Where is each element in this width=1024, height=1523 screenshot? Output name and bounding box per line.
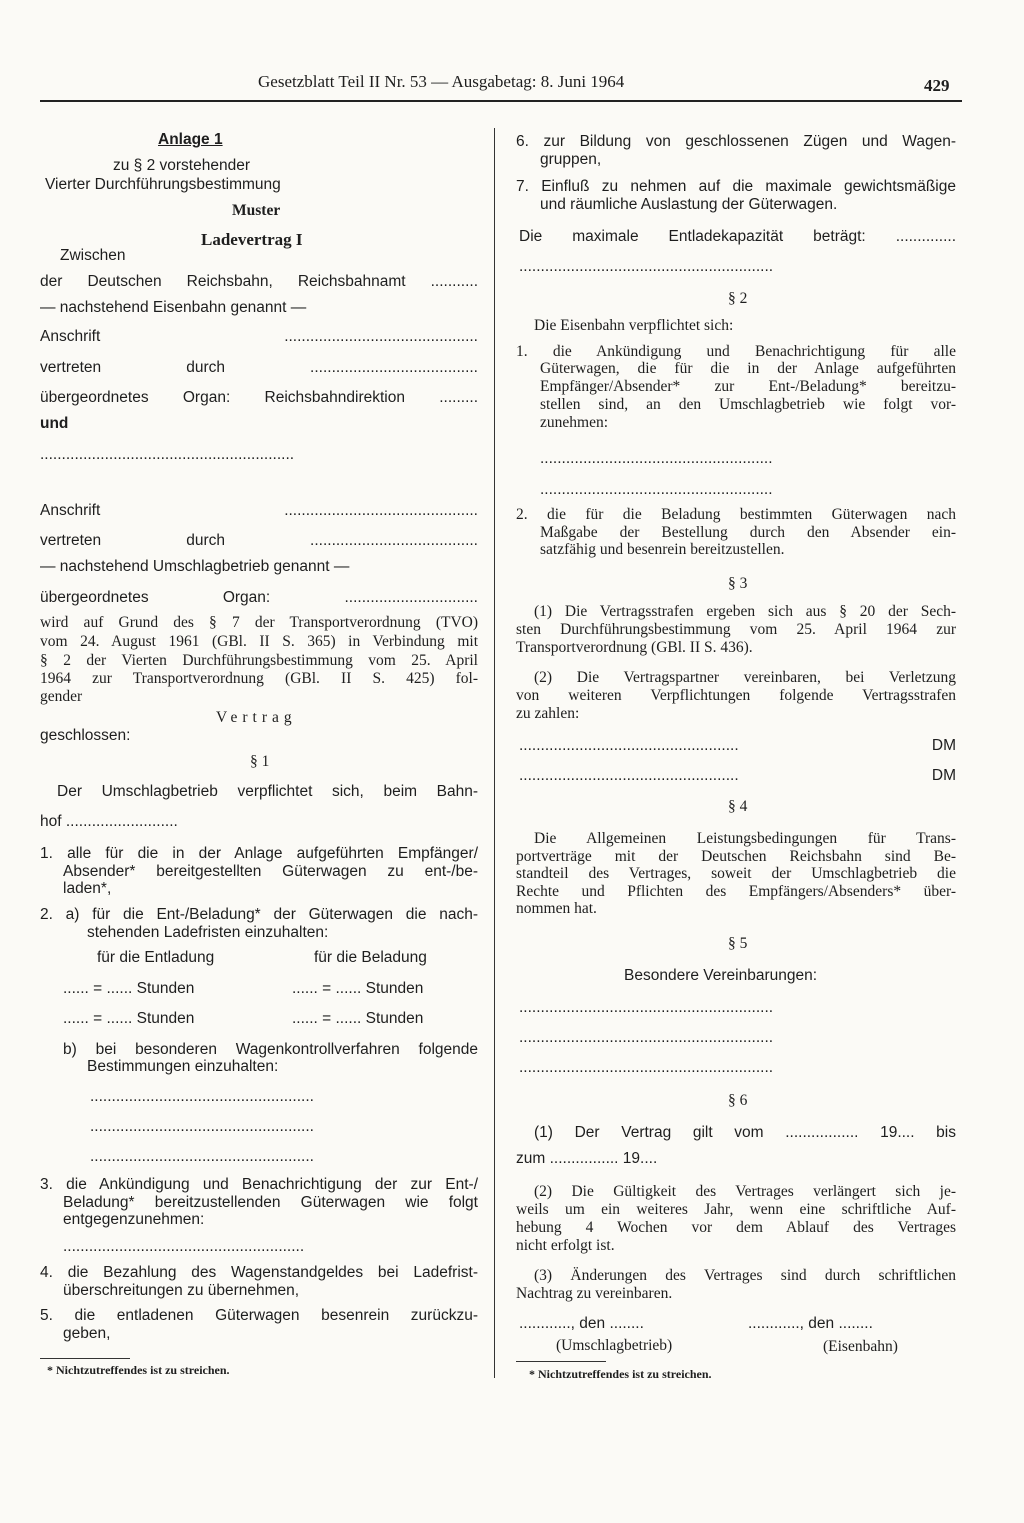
grund-line-5: gender: [40, 688, 83, 705]
section-6-heading: § 6: [728, 1092, 748, 1109]
p2-blank-2: ......................................................: [540, 481, 773, 498]
p6-3-line-2: Nachtrag zu vereinbaren.: [516, 1285, 673, 1302]
party1-line: der Deutschen Reichsbahn, Reichsbahnamt ...........: [40, 273, 478, 290]
grund-line-2: vom 24. August 1961 (GBl. II S. 365) in Verbindung mit: [40, 633, 478, 650]
p4-line-2: portverträge mit der Deutschen Reichsbahn sind Be-: [516, 848, 956, 865]
dm-line-1: ................................................... DM: [519, 737, 956, 754]
item-2a-line-1: 2. a) für die Ent-/Beladung* der Güterwagen die nach-: [40, 906, 478, 923]
header-rule: [40, 100, 962, 102]
section-2-heading: § 2: [728, 290, 748, 307]
p5-blank-3: ...........................................................: [519, 1059, 774, 1076]
item-1-line-3: laden*,: [63, 880, 112, 897]
zwischen-label: Zwischen: [60, 247, 126, 264]
grund-line-3: § 2 der Vierten Durchführungsbestimmung vom 25. April: [40, 652, 478, 669]
p6-1-line-2: zum ................ 19....: [516, 1150, 658, 1167]
beladung-label: für die Beladung: [314, 949, 427, 966]
max-blank: ...........................................................: [519, 258, 774, 275]
p4-line-4: Rechte und Pflichten des Empfängers/Absenders* über-: [516, 883, 956, 900]
besondere-vereinbarungen: Besondere Vereinbarungen:: [624, 967, 818, 984]
section-2-intro: Die Eisenbahn verpflichtet sich:: [534, 317, 734, 334]
item-4-line-2: überschreitungen zu übernehmen,: [63, 1282, 300, 1299]
item-2b-blank-3: ....................................................: [90, 1148, 314, 1165]
item-3-line-3: entgegenzunehmen:: [63, 1211, 205, 1228]
anlage-vierter: Vierter Durchführungsbestimmung: [45, 176, 281, 193]
p2-item-1-line-1: 1. die Ankündigung und Benachrichtigung für alle: [516, 343, 956, 360]
grund-line-1: wird auf Grund des § 7 der Transportverordnung (TVO): [40, 614, 478, 631]
section-4-heading: § 4: [728, 798, 748, 815]
nachstehend-eisenbahn: — nachstehend Eisenbahn genannt —: [40, 299, 307, 316]
p6-2-line-1: (2) Die Gültigkeit des Vertrages verlängert sich je-: [534, 1183, 956, 1200]
muster-heading: Muster: [232, 202, 281, 219]
item-3-line-2: Beladung* bereitzustellenden Güterwagen wie folgt: [63, 1194, 478, 1211]
signature-place-eisenbahn: ............, den ........: [748, 1315, 873, 1332]
p2-item-1-line-4: stellen sind, an den Umschlagbetrieb wie folgt vor-: [540, 396, 956, 413]
item-6-line-2: gruppen,: [540, 151, 602, 168]
p4-line-1: Die Allgemeinen Leistungsbedingungen für Trans-: [534, 830, 956, 847]
p2-item-2-line-3: satzfähig und besenrein bereitzustellen.: [540, 541, 785, 558]
section-1-heading: § 1: [250, 753, 270, 770]
item-2a-line-2: stehenden Ladefristen einzuhalten:: [87, 924, 329, 941]
p5-blank-2: ...........................................................: [519, 1029, 774, 1046]
anschrift2-line: Anschrift .............................................: [40, 502, 478, 519]
item-2b-line-1: b) bei besonderen Wagenkontrollverfahren folgende: [63, 1041, 478, 1058]
left-footnote: * Nichtzutreffendes ist zu streichen.: [47, 1363, 230, 1377]
item-7-line-2: und räumliche Auslastung der Güterwagen.: [540, 196, 838, 213]
signature-label-eisenbahn: (Eisenbahn): [823, 1338, 898, 1355]
p2-item-2-line-1: 2. die für die Beladung bestimmten Güterwagen nach: [516, 506, 956, 523]
p6-2-line-3: hebung 4 Wochen vor dem Ablauf des Vertrages: [516, 1219, 956, 1236]
p4-line-3: standteil des Vertrages, soweit der Umschlagbetrieb die: [516, 865, 956, 882]
item-5-line-1: 5. die entladenen Güterwagen besenrein zurückzu-: [40, 1307, 478, 1324]
p2-blank-1: ......................................................: [540, 450, 773, 467]
signature-label-umschlag: (Umschlagbetrieb): [556, 1337, 673, 1354]
item-2b-blank-2: ....................................................: [90, 1118, 314, 1135]
p3-2-line-3: zu zahlen:: [516, 705, 580, 722]
section-5-heading: § 5: [728, 935, 748, 952]
section-1-intro: Der Umschlagbetrieb verpflichtet sich, beim Bahn-: [57, 783, 478, 800]
page-number: 429: [924, 76, 950, 95]
item-3-line-1: 3. die Ankündigung und Benachrichtigung der zur Ent-/: [40, 1176, 478, 1193]
section-1-bahnhof: hof ..........................: [40, 813, 178, 830]
nachstehend-umschlag: — nachstehend Umschlagbetrieb genannt —: [40, 558, 350, 575]
running-title: Gesetzblatt Teil II Nr. 53 — Ausgabetag: 8. Juni 1964: [258, 72, 625, 91]
dm-line-2: ................................................... DM: [519, 767, 956, 784]
item-1-line-2: Absender* bereitgestellten Güterwagen zu ent-/be-: [63, 863, 478, 880]
item-4-line-1: 4. die Bezahlung des Wagenstandgeldes bei Ladefrist-: [40, 1264, 478, 1281]
p4-line-5: nommen hat.: [516, 900, 597, 917]
section-3-heading: § 3: [728, 575, 748, 592]
vertrag-heading: Vertrag: [216, 709, 297, 726]
p6-2-line-4: nicht erfolgt ist.: [516, 1237, 615, 1254]
p6-2-line-2: weils um ein weiteres Jahr, wenn eine schriftliche Auf-: [516, 1201, 956, 1218]
item-7-line-1: 7. Einfluß zu nehmen auf die maximale gewichtsmäßige: [516, 178, 956, 195]
anschrift1-line: Anschrift .............................................: [40, 328, 478, 345]
anlage-heading: Anlage 1: [158, 131, 223, 148]
entladung-label: für die Entladung: [97, 949, 215, 966]
item-5-line-2: geben,: [63, 1325, 111, 1342]
max-entladekapazitaet: Die maximale Entladekapazität beträgt: ..............: [519, 228, 956, 245]
beladung-row-1: ...... = ...... Stunden: [292, 980, 424, 997]
p6-3-line-1: (3) Änderungen des Vertrages sind durch schriftlichen: [534, 1267, 956, 1284]
document-title: Ladevertrag I: [201, 230, 303, 249]
geschlossen-label: geschlossen:: [40, 727, 131, 744]
column-rule: [494, 128, 495, 1378]
p5-blank-1: ...........................................................: [519, 999, 774, 1016]
entladung-row-1: ...... = ...... Stunden: [63, 980, 195, 997]
p2-item-1-line-2: Güterwagen, die für die in der Anlage aufgeführten: [540, 360, 956, 377]
und-label: und: [40, 415, 69, 432]
item-2b-line-2: Bestimmungen einzuhalten:: [87, 1058, 279, 1075]
p6-1-line-1: (1) Der Vertrag gilt vom ................. 19.... bis: [534, 1124, 956, 1141]
entladung-row-2: ...... = ...... Stunden: [63, 1010, 195, 1027]
item-3-blank: ........................................................: [63, 1238, 305, 1255]
p3-1-line-1: (1) Die Vertragsstrafen ergeben sich aus § 20 der Sech-: [534, 603, 956, 620]
right-footnote: * Nichtzutreffendes ist zu streichen.: [529, 1367, 712, 1381]
grund-line-4: 1964 zur Transportverordnung (GBl. II S. 425) fol-: [40, 670, 478, 687]
item-1-line-1: 1. alle für die in der Anlage aufgeführten Empfänger/: [40, 845, 478, 862]
p2-item-2-line-2: Maßgabe der Bestellung durch den Absender ein-: [540, 524, 956, 541]
organ1-line: übergeordnetes Organ: Reichsbahndirektion .........: [40, 389, 478, 406]
p2-item-1-line-3: Empfänger/Absender* zur Ent-/Beladung* bereitzu-: [540, 378, 956, 395]
blank-party2: ...........................................................: [40, 446, 295, 463]
left-footnote-rule: [40, 1358, 130, 1359]
p3-1-line-3: Transportverordnung (GBl. II S. 436).: [516, 639, 753, 656]
p3-1-line-2: sten Durchführungsbestimmung vom 25. April 1964 zur: [516, 621, 956, 638]
organ2-line: übergeordnetes Organ: ...............................: [40, 589, 478, 606]
p3-2-line-2: von weiteren Verpflichtungen folgende Vertragsstrafen: [516, 687, 956, 704]
p3-2-line-1: (2) Die Vertragspartner vereinbaren, bei Verletzung: [534, 669, 956, 686]
p2-item-1-line-5: zunehmen:: [540, 414, 609, 431]
right-footnote-rule: [516, 1361, 606, 1362]
signature-place-umschlag: ............, den ........: [519, 1315, 644, 1332]
item-6-line-1: 6. zur Bildung von geschlossenen Zügen und Wagen-: [516, 133, 956, 150]
vertreten1-line: vertreten durch .......................................: [40, 359, 478, 376]
anlage-zu: zu § 2 vorstehender: [113, 157, 251, 174]
item-2b-blank-1: ....................................................: [90, 1088, 314, 1105]
vertreten2-line: vertreten durch .......................................: [40, 532, 478, 549]
beladung-row-2: ...... = ...... Stunden: [292, 1010, 424, 1027]
